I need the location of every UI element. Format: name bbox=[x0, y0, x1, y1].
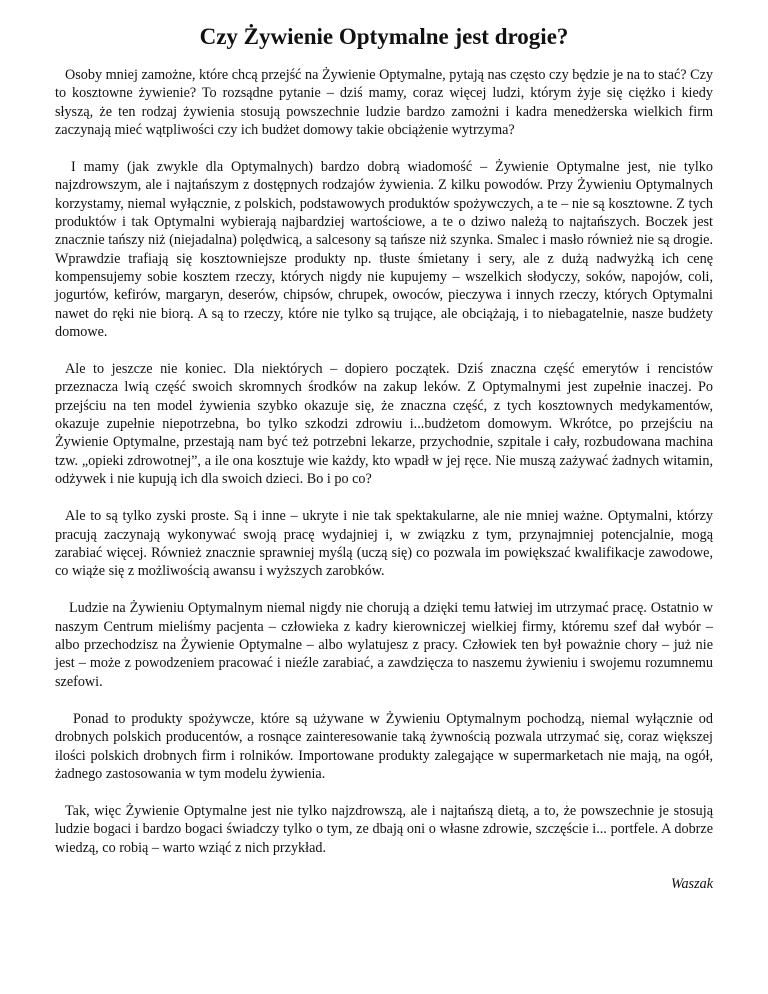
paragraph-4: Ale to są tylko zyski proste. Są i inne – ukryte i nie tak spektakularne, ale nie mniej ważne. Optymalni, którzy pracują zaczynają wykonywać swoją pracę wydajniej i, w związku z tym, przynajmniej potencjalnie, mogą zarabiać więcej. Również znacznie sprawniej myślą (uczą się) co pozwala im powiększać kwalifikacje zawodowe, co wiąże się z możliwością awansu i wyższych zarobków. bbox=[55, 508, 713, 580]
paragraph-5: Ludzie na Żywieniu Optymalnym niemal nigdy nie chorują a dzięki temu łatwiej im utrzymać pracę. Ostatnio w naszym Centrum mieliśmy pacjenta – człowieka z kadry kierowniczej wielkiej firmy, któremu szef dał wybór – albo przechodzisz na Żywienie Optymalne – albo wylatujesz z pracy. Człowiek ten był poważnie chory – już nie jest – może z powodzeniem pracować i nieźle zarabiać, a zawdzięcza to naszemu żywieniu i swojemu rozumnemu szefowi. bbox=[55, 600, 713, 690]
paragraph-3: Ale to jeszcze nie koniec. Dla niektórych – dopiero początek. Dziś znaczna część emerytów i rencistów przeznacza lwią część swoich skromnych środków na zakup leków. Z Optymalnymi jest zupełnie inaczej. Po przejściu na ten model żywienia szybko okazuje się, że znaczna część, z tych kosztownych medykamentów, okazuje zupełnie niepotrzebna, bo tylko szkodzi zdrowiu i...budżetom domowym. Wkrótce, po przejściu na Żywienie Optymalne, przestają nam być też potrzebni lekarze, przychodnie, szpitale i cały, rozbudowana machina tzw. „opieki zdrowotnej”, a ile ona kosztuje wie każdy, kto wpadł w jej ręce. Nie muszą zażywać żadnych witamin, odżywek i nie kupują ich dla swoich dzieci. Bo i po co? bbox=[55, 361, 713, 487]
paragraph-6: Ponad to produkty spożywcze, które są używane w Żywieniu Optymalnym pochodzą, niemal wyłącznie od drobnych polskich producentów, a rosnące zainteresowanie taką żywnością pozwala utrzymać się, coraz większej ilości polskich drobnych firm i rolników. Importowane produkty zalegające w supermarketach nie mają, na ogół, żadnego zastosowania w tym modelu żywienia. bbox=[55, 710, 713, 782]
document-title: Czy Żywienie Optymalne jest drogie? bbox=[199, 24, 569, 49]
paragraph-2: I mamy (jak zwykle dla Optymalnych) bardzo dobrą wiadomość – Żywienie Optymalne jest, nie tylko najzdrowszym, ale i najtańszym z dostępnych rodzajów żywienia. Z kilku powodów. Przy Żywieniu Optymalnych korzystamy, niemal wyłącznie, z polskich, podstawowych produktów spożywczych, a te – nie są kosztowne. Z tych produktów i tak Optymalni wybierają najbardziej wartościowe, a te o dziwo należą to najtańszych. Boczek jest znacznie tańszy niż (niejadalna) polędwicą, a salcesony są tańsze niż szynka. Smalec i masło również nie są drogie. Wprawdzie trafiają się kosztowniejsze produkty np. tłuste śmietany i sery, ale z dużą nadwyżką ich cenę kompensujemy sobie kosztem rzeczy, których nigdy nie kupujemy – wszelkich słodyczy, soków, napojów, coli, jogurtów, kefirów, margaryn, deserów, chipsów, chrupek, owoców, pieczywa i innych rzeczy, których Optymalni nawet do ręki nie biorą. A są to rzeczy, które nie tylko są trujące, ale obciążają, i to niebagatelnie, nasze budżety domowe. bbox=[55, 159, 713, 340]
author-signature: Waszak bbox=[670, 875, 713, 892]
paragraph-1: Osoby mniej zamożne, które chcą przejść na Żywienie Optymalne, pytają nas często czy będzie je na to stać? Czy to kosztowne żywienie? To rozsądne pytanie – dziś mamy, coraz więcej ludzi, którym żyje się ciężko i kiedy słyszą, że ten rodzaj żywienia stosują powszechnie ludzie bardzo zamożni i kadra menedżerska wielkich firm zaczynają mieć wątpliwości czy ich budżet domowy takie obciążenie wytrzyma? bbox=[55, 67, 713, 138]
paragraph-7: Tak, więc Żywienie Optymalne jest nie tylko najzdrowszą, ale i najtańszą dietą, a to, że powszechnie je stosują ludzie bogaci i bardzo bogaci świadczy tylko o tym, ze dbają oni o własne zdrowie, szczęście i... portfele. A dobrze wiedzą, co robią – warto wziąć z nich przykład. bbox=[55, 803, 713, 856]
